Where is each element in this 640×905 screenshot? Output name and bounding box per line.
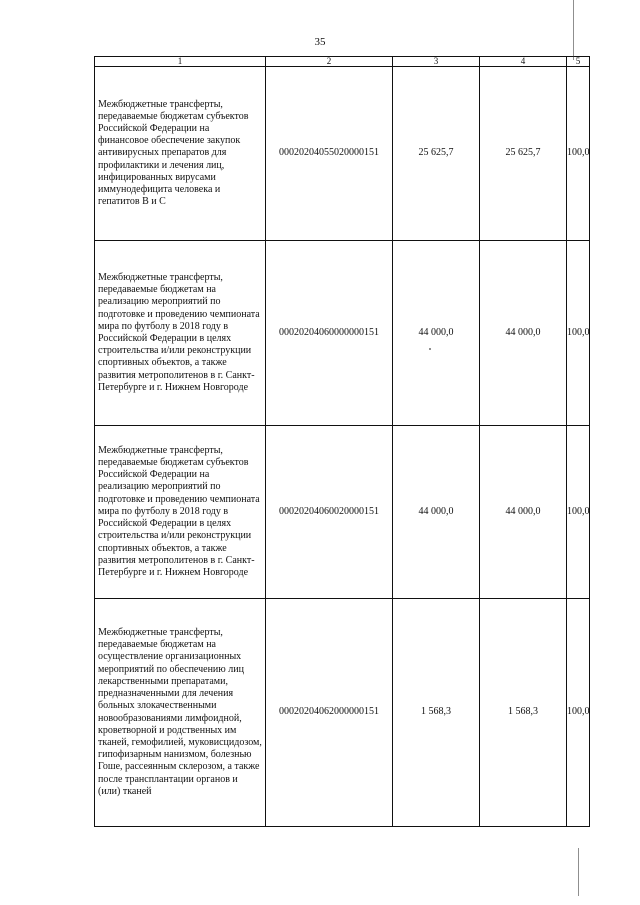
row-value-3: 44 000,0 xyxy=(393,426,480,599)
table-row xyxy=(95,599,590,827)
row-description: Межбюджетные трансферты, передаваемые бюджетам на осуществление организационных мероприятий по обеспечению лиц лекарственными препаратами, предназначенными для лечения больных злокачественными новообразованиями лимфоидной, кроветворной и родственных им тканей, гемофилией, муковисцидозом, гипофизарным нанизмом, болезнью Гоше, рассеянным склерозом, а также после трансплантации органов и (или) тканей xyxy=(95,599,266,827)
row-value-5: 100,0 xyxy=(567,426,590,599)
row-description: Межбюджетные трансферты, передаваемые бюджетам субъектов Российской Федерации на реализацию мероприятий по подготовке и проведению чемпионата мира по футболу в 2018 году в Российской Федерации в целях строительства и/или реконструкции спортивных объектов, а также развития метрополитенов в г. Санкт-Петербурге и г. Нижнем Новгороде xyxy=(95,426,266,599)
column-number-4: 4 xyxy=(480,57,567,67)
row-description: Межбюджетные трансферты, передаваемые бюджетам на реализацию мероприятий по подготовке и проведению чемпионата мира по футболу в 2018 году в Российской Федерации в целях строительства и/или реконструкции спортивных объектов, а также развития метрополитенов в г. Санкт-Петербурге и г. Нижнем Новгороде xyxy=(95,241,266,426)
row-value-4: 44 000,0 xyxy=(480,426,567,599)
table-row xyxy=(95,426,590,599)
column-number-5: 5 xyxy=(567,57,590,67)
page-number: 35 xyxy=(314,36,326,48)
scan-artifact-dot xyxy=(429,348,431,350)
row-description: Межбюджетные трансферты, передаваемые бюджетам субъектов Российской Федерации на финансовое обеспечение закупок антивирусных препаратов для профилактики и лечения лиц, инфицированных вирусами иммунодефицита человека и гепатитов В и С xyxy=(95,67,266,241)
row-value-3: 44 000,0 xyxy=(393,241,480,426)
column-number-2: 2 xyxy=(266,57,393,67)
table-row xyxy=(95,67,590,241)
row-value-3: 25 625,7 xyxy=(393,67,480,241)
scan-artifact-line xyxy=(578,848,579,896)
scan-artifact-line xyxy=(573,0,574,60)
row-value-5: 100,0 xyxy=(567,599,590,827)
row-value-4: 25 625,7 xyxy=(480,67,567,241)
column-number-row xyxy=(95,57,590,67)
row-code: 00020204055020000151 xyxy=(266,67,393,241)
row-value-5: 100,0 xyxy=(567,241,590,426)
row-code: 00020204062000000151 xyxy=(266,599,393,827)
budget-table xyxy=(94,56,590,827)
row-code: 00020204060000000151 xyxy=(266,241,393,426)
table-row xyxy=(95,241,590,426)
row-value-5: 100,0 xyxy=(567,67,590,241)
column-number-3: 3 xyxy=(393,57,480,67)
row-value-3: 1 568,3 xyxy=(393,599,480,827)
row-value-4: 1 568,3 xyxy=(480,599,567,827)
row-code: 00020204060020000151 xyxy=(266,426,393,599)
column-number-1: 1 xyxy=(95,57,266,67)
row-value-4: 44 000,0 xyxy=(480,241,567,426)
budget-table-container xyxy=(94,56,590,827)
